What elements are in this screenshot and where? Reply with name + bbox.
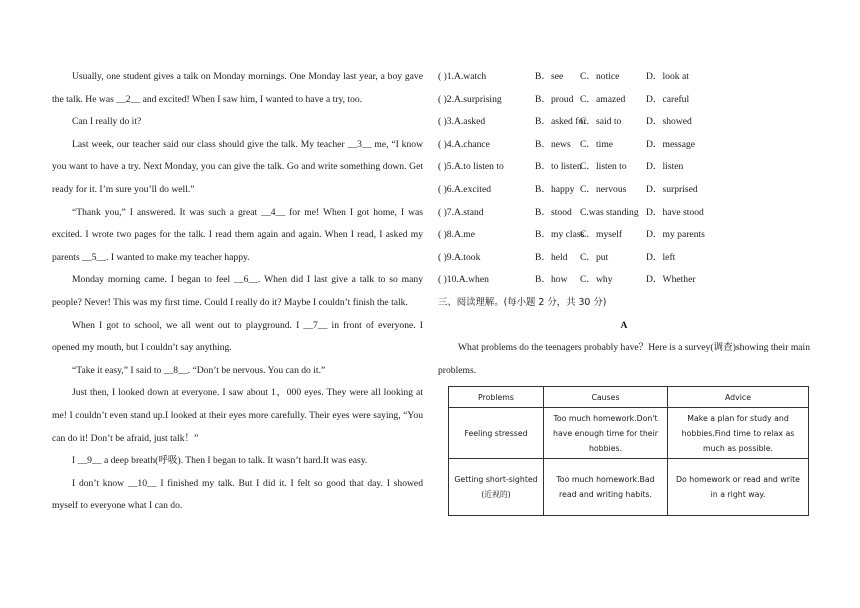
passage-paragraph: When I got to school, we all went out to playground. I __7__ in front of everyone. I opened my mouth, but I couldn’t say anything. [52, 319, 423, 354]
table-cell: Getting short-sighted (近视的) [449, 459, 544, 516]
option-row [438, 269, 810, 292]
options-list [438, 66, 810, 292]
option-c: D．message [646, 138, 696, 150]
option-a: B．my class [535, 229, 585, 241]
table-header-row [449, 387, 809, 408]
option-num: ( )5.A.to listen to [438, 161, 504, 173]
passage-paragraph: Just then, I looked down at everyone. I saw about 1，000 eyes. They were all looking at me! I couldn’t even stand up.I looked at their eyes more carefully. Their eyes were saying, “You can do it! Don’t be afraid, just talk！” [52, 387, 423, 444]
option-c: D．surprised [646, 183, 698, 195]
passage-paragraph: I don’t know __10__ I finished my talk. But I did it. I felt so good that day. I showed myself to everyone what I can do. [52, 477, 423, 512]
option-c: D．left [646, 251, 676, 263]
option-b: C．put [580, 251, 609, 263]
option-a: B．how [535, 274, 568, 286]
option-b: C．listen to [580, 161, 627, 173]
option-num: ( )8.A.me [438, 229, 476, 241]
table-cell: Make a plan for study and hobbies.Find time to relax as much as possible. [668, 408, 809, 459]
table-row [449, 408, 809, 459]
table-row [449, 459, 809, 516]
option-a: B．proud [535, 93, 574, 105]
header-causes: Causes [544, 387, 668, 408]
option-c: D．careful [646, 93, 690, 105]
option-c: D．showed [646, 116, 692, 128]
option-a: B．happy [535, 183, 575, 195]
option-c: D．look at [646, 71, 689, 82]
table-cell: Feeling stressed [449, 408, 544, 459]
passage-intro: What problems do the teenagers probably have？Here is a survey(调查)showing their main problems. [438, 342, 810, 376]
option-num: ( )2.A.surprising [438, 93, 502, 105]
option-num: ( )6.A.excited [438, 183, 492, 195]
option-a: B．held [535, 251, 568, 263]
option-row [438, 156, 810, 179]
option-row [438, 134, 810, 157]
header-problems: Problems [449, 387, 544, 408]
right-column [438, 66, 810, 516]
option-num: ( )3.A.asked [438, 116, 486, 128]
option-a: B．see [535, 71, 564, 82]
option-c: D．my parents [646, 229, 705, 241]
section-title: 三、阅读理解。(每小题 2 分，共 30 分) [438, 296, 607, 308]
option-row [438, 89, 810, 112]
option-b: C．said to [580, 116, 622, 128]
passage-paragraph: Usually, one student gives a talk on Monday mornings. One Monday last year, a boy gave the talk. He was __2__ and excited! When I saw him, I wanted to have a try, too. [52, 71, 423, 105]
survey-table [448, 386, 809, 516]
option-c: D．listen [646, 161, 684, 173]
cloze-passage [52, 66, 423, 518]
option-num: ( )9.A.took [438, 251, 481, 263]
option-a: B．stood [535, 206, 572, 218]
option-a: B．news [535, 138, 571, 150]
option-b: C．notice [580, 71, 620, 82]
option-a: B．to listen [535, 161, 582, 173]
table-cell: Do homework or read and write in a right way. [668, 459, 809, 516]
option-num: ( )1.A.watch [438, 71, 487, 82]
passage-paragraph: Last week, our teacher said our class should give the talk. My teacher __3__ me, “I know you want to have a try. Next Monday, you can give the talk. Go and write something down. Get ready for it. I’m sure you’ll do well.” [52, 138, 423, 195]
passage-paragraph: Can I really do it? [72, 116, 142, 128]
table-cell: Too much homework.Don't have enough time for their hobbies. [544, 408, 668, 459]
option-b: C．amazed [580, 93, 626, 105]
passage-letter: A [620, 319, 628, 331]
option-c: D．Whether [646, 274, 696, 286]
option-num: ( )4.A.chance [438, 138, 490, 150]
option-num: ( )10.A.when [438, 274, 489, 286]
option-row [438, 111, 810, 134]
option-b: C．nervous [580, 183, 627, 195]
passage-paragraph: “Thank you,” I answered. It was such a great __4__ for me! When I got home, I was excited. I wrote two pages for the talk. I read them again and again. When I read, I asked my parents __5__. I wanted to make my teacher happy. [52, 206, 423, 263]
option-row [438, 179, 810, 202]
option-row [438, 202, 810, 225]
passage-paragraph: “Take it easy,” I said to __8__. “Don’t be nervous. You can do it.” [72, 364, 326, 376]
option-row [438, 224, 810, 247]
option-c: D．have stood [646, 206, 704, 218]
header-advice: Advice [668, 387, 809, 408]
passage-paragraph: I __9__ a deep breath(呼吸). Then I began to talk. It wasn’t hard.It was easy. [72, 455, 368, 467]
option-num: ( )7.A.stand [438, 206, 484, 218]
option-row [438, 66, 810, 89]
option-a: B．asked for [535, 116, 587, 128]
option-b: C．myself [580, 229, 623, 241]
option-b: C．why [580, 274, 613, 286]
option-b: C.was standing [580, 206, 639, 218]
passage-paragraph: Monday morning came. I began to feel __6__. When did I last give a talk to so many people? Never! This was my first time. Could I really do it? Maybe I couldn’t finish the talk. [52, 274, 423, 308]
option-b: C．time [580, 138, 614, 150]
option-row [438, 247, 810, 270]
table-cell: Too much homework.Bad read and writing habits. [544, 459, 668, 516]
